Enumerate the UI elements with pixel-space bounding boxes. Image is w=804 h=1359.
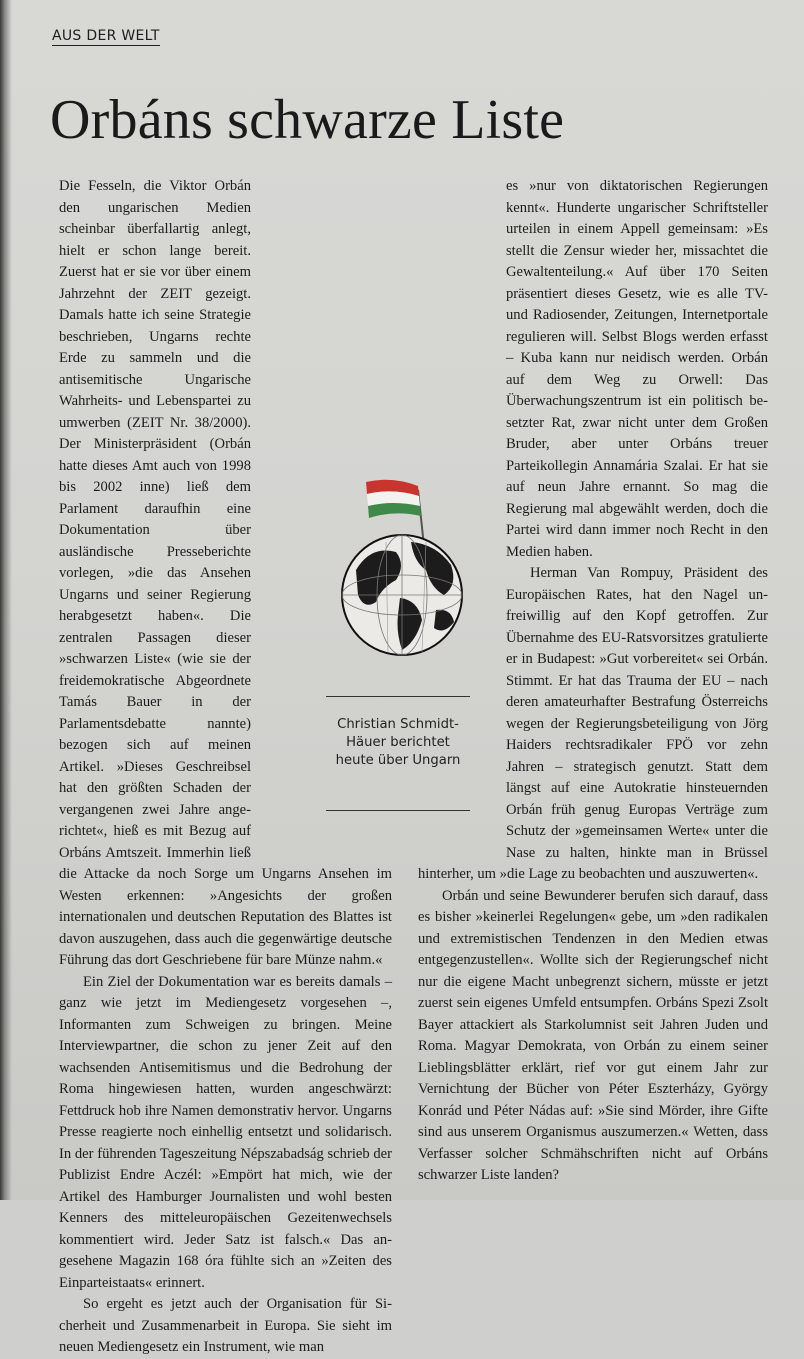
- headline: Orbáns schwarze Liste: [50, 89, 565, 151]
- paragraph: Herman Van Rompuy, Präsident des Europäischen Rates, hat den Nagel unfreiwillig auf den Kopf getroffen. Zur Übernahme des EU-Ratsvorsitzes gratulierte er in Budapest: »Gut vorbereitet« sei Orbán. Stimmt. Er hat das Trauma der EU – nach deren amateurhafter Bestrafung Österreichs wegen der Regierungsbeteiligung von Jörg Haiders rechtsradikaler FPÖ vor zehn Jahren – strategisch genutzt. Statt dem längst auf eine Autokratie hinsteuernden Orbán früh genug Europas Verträge zum Schutz der »gemeinsamen Werte« unter die Nase zu halten, hinkte man in Brüssel hinterher, um »die Lage zu beobachten und auszuwerten«.: [418, 565, 768, 882]
- globe-with-flag-illustration: [326, 470, 476, 660]
- caption-rule-bottom: [326, 810, 470, 811]
- paragraph: So ergeht es jetzt auch der Organisation für Sicherheit und Zusammenarbeit in Europa. Sie sieht im neuen Mediengesetz ein Instrument, wie man: [59, 1296, 392, 1355]
- section-label: AUS DER WELT: [52, 28, 160, 44]
- caption-rule-top: [326, 696, 470, 697]
- paragraph: es »nur von diktatorischen Regierungen kennt«. Hunderte ungarischer Schriftsteller urteilen in einem Appell gemeinsam: »Es stellt die Zensur wieder her, missachtet die Gewaltenteilung.« Auf über 170 Seiten präsentiert dieses Gesetz, wie es alle TV- und Radiosender, Zeitungen, Internetportale regulieren will. Selbst Blogs werden erfasst – Kuba kann nur neidisch werden. Orbán auf dem Weg zu Orwell: Das Überwachungszentrum ist ein politisch besetzter Rat, zwar nicht unter dem Großen Bruder, aber unter Orbáns treuer Parteikollegin Annamária Szalai. Er hat sie auf neun Jahre ernannt. So mag die Regierung mal abgewählt werden, doch die Partei wird dann immer noch Recht in den Medien haben.: [506, 178, 768, 560]
- paragraph: Orbán und seine Bewunderer berufen sich darauf, dass es bisher »keinerlei Regelungen« gebe, um »den radikalen und extremistischen Tendenzen in den Medien etwas entgegenzustellen«. Wollte sich der Regierungschef nicht nur die eigene Macht unbegrenzt sichern, müsste er jetzt zuerst sein eigenes Umfeld entsumpfen. Orbáns Spezi Zsolt Bayer attackiert als Starkolumnist seit Jahren Juden und Roma. Magyar Demokrata, von Orbán zu einem seiner Lieblingsblätter erklärt, rief vor gut einem Jahr zur Vernichtung der Bücher von Péter Eszterházy, György Konrád und Péter Nádas auf: »Sie sind Mörder, ihre Gifte sind aus unserem Organismus auszumerzen.« Wetten, dass Verfasser solcher Schmähschriften nicht auf Orbáns schwarzer Liste landen?: [418, 887, 768, 1183]
- paragraph: Die Fesseln, die Viktor Orbán den ungarischen Medien scheinbar überfallartig anlegt, hielt er schon lange bereit. Zuerst hat er sie vor über einem Jahrzehnt der ZEIT gezeigt. Damals hatte ich seine Strategie beschrieben, Ungarns rechte Erde zu sammeln und die antisemitische Ungarische Wahrheits- und Lebenspartei zu umwerben (ZEIT Nr. 38/2000). Der Ministerpräsident (Orbán hatte dieses Amt auch von 1998 bis 2002 inne) ließ dem Parlament daraufhin eine Dokumentation über ausländische Presseberichte vorlegen, »die das Ansehen Ungarns und seiner Regierung herabgesetzt haben«. Die zentralen Passagen dieser »schwarzen Liste« (wie sie der freidemokratische Abgeordnete Tamás Bauer in der Parlamentsdebatte nannte) bezogen sich auf meinen Artikel. »Dieses Geschreibsel hat den größten Schaden der vergangenen zwei Jahre angerichtet«, hieß es mit Bezug auf Orbáns Amtszeit. Immerhin ließ die Attacke da noch Sorge um Ungarns Ansehen im Westen erkennen: »Angesichts der großen internationalen und deutschen Reputation des Blattes ist davon auszugehen, dass auch die gegenwärtige deutsche Führung das dort Geschriebene für bare Münze nahm.«: [59, 178, 392, 968]
- globe-icon: [342, 535, 462, 655]
- figure-caption: Christian Schmidt-Häuer berichtet heute über Ungarn: [335, 717, 461, 768]
- page-edge-shadow: [0, 0, 12, 1200]
- article-figure: [326, 470, 476, 820]
- paragraph: Ein Ziel der Dokumentation war es bereits damals – ganz wie jetzt im Mediengesetz vorgesehen –, Informanten zum Schweigen zu bringen. Meine Interviewpartner, die schon zu jener Zeit auf den wachsenden Antisemitismus und die Bedrohung der Roma hingewiesen hatten, wurden angeschwärzt: Fettdruck hob ihre Namen demonstrativ hervor. Ungarns Presse reagierte noch einhellig entsetzt und solidarisch. In der führenden Tageszeitung Népszabadság schrieb der Publizist Endre Aczél: »Empört hat mich, wie der Artikel des Hamburger Journalisten und wohl besten Kenners des mitteleuropäischen Gezeitenwechsels kommentiert wird. Jeder Satz ist falsch.« Das angesehene Magazin 168 óra fühlte sich an »Zeiten des Einparteistaats« erinnert.: [59, 973, 392, 1291]
